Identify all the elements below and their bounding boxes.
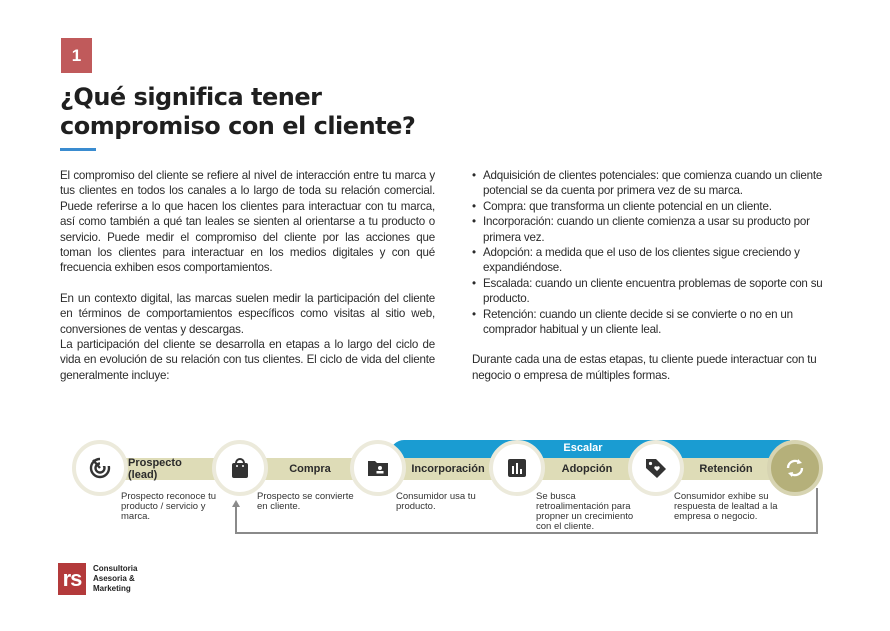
folder-user-icon — [350, 440, 406, 496]
bar-chart-icon — [489, 440, 545, 496]
escalar-label: Escalar — [563, 442, 603, 454]
stage-description: Consumidor exhibe su respuesta de lealtad a la empresa o negocio. — [674, 491, 778, 522]
list-item: • Compra: que transforma un cliente potencial en un cliente. — [472, 199, 842, 214]
list-item: • Retención: cuando un cliente decide si se convierte o no en un comprador habitual y un cliente leal. — [472, 307, 842, 338]
shopping-bag-icon — [212, 440, 268, 496]
logo-line: Consultoria — [93, 564, 138, 573]
list-item: • Incorporación: cuando un cliente comienza a usar su producto por primera vez. — [472, 214, 842, 245]
list-item: • Adopción: a medida que el uso de los clientes sigue creciendo y expandiéndose. — [472, 245, 842, 276]
return-line — [816, 488, 818, 534]
right-column — [472, 168, 842, 383]
heart-tag-icon — [628, 440, 684, 496]
paragraph: El compromiso del cliente se refiere al nivel de interacción entre tu marca y tus clientes en todos los canales a lo largo de toda su relación comercial. Puede referirse a lo que hacen los clientes para interactuar con tu marca, así como también a qué tan leales se sienten al orientarse a tu producto o servicio. Puede medir el compromiso del cliente por las acciones que toman los clientes para interactuar en los medios digitales y con qué frecuencia exhiben esos comportamientos. — [60, 169, 435, 275]
stage-label: Retención — [699, 463, 753, 475]
list-item: • Escalada: cuando un cliente encuentra problemas de soporte con su producto. — [472, 276, 842, 307]
logo-line: Marketing — [93, 584, 131, 593]
refresh-cycle-icon — [767, 440, 823, 496]
page-title: ¿Qué significa tener compromiso con el cliente? — [60, 83, 416, 140]
return-line — [235, 506, 237, 534]
stage-description: Se busca retroalimentación para propner un crecimiento con el cliente. — [536, 491, 634, 532]
stage-label: Adopción — [561, 463, 613, 475]
return-line — [235, 532, 818, 534]
stage-description: Consumidor usa tu producto. — [396, 491, 476, 512]
radar-icon — [72, 440, 128, 496]
paragraph: En un contexto digital, las marcas suelen medir la participación del cliente en términos de comportamientos específicos como visitas al sitio web, conversiones de ventas y descargas. — [60, 291, 435, 336]
paragraph: La participación del cliente se desarrolla en etapas a lo largo del ciclo de vida en evolución de su relación con tus clientes. El ciclo de vida del cliente generalmente incluye: — [60, 338, 435, 382]
stage-description: Prospecto reconoce tu producto / servicio y marca. — [121, 491, 217, 522]
list-item: • Adquisición de clientes potenciales: que comienza cuando un cliente potencial se da cuenta por primera vez de su marca. — [472, 168, 842, 199]
stage-label: Prospecto (lead) — [128, 457, 182, 481]
section-number: 1 — [61, 38, 92, 73]
stage-description: Prospecto se convierte en cliente. — [257, 491, 354, 512]
company-logo: rs — [58, 563, 86, 595]
stage-label: Compra — [289, 463, 331, 475]
lifecycle-list — [472, 168, 842, 337]
stage-label: Incorporación — [411, 463, 485, 475]
title-underline — [60, 148, 96, 151]
company-name — [93, 564, 137, 594]
logo-line: Asesoria & — [93, 574, 135, 583]
arrow-up-icon — [232, 500, 240, 507]
left-column — [60, 168, 435, 398]
closing-paragraph: Durante cada una de estas etapas, tu cliente puede interactuar con tu negocio o empresa de múltiples formas. — [472, 353, 817, 382]
